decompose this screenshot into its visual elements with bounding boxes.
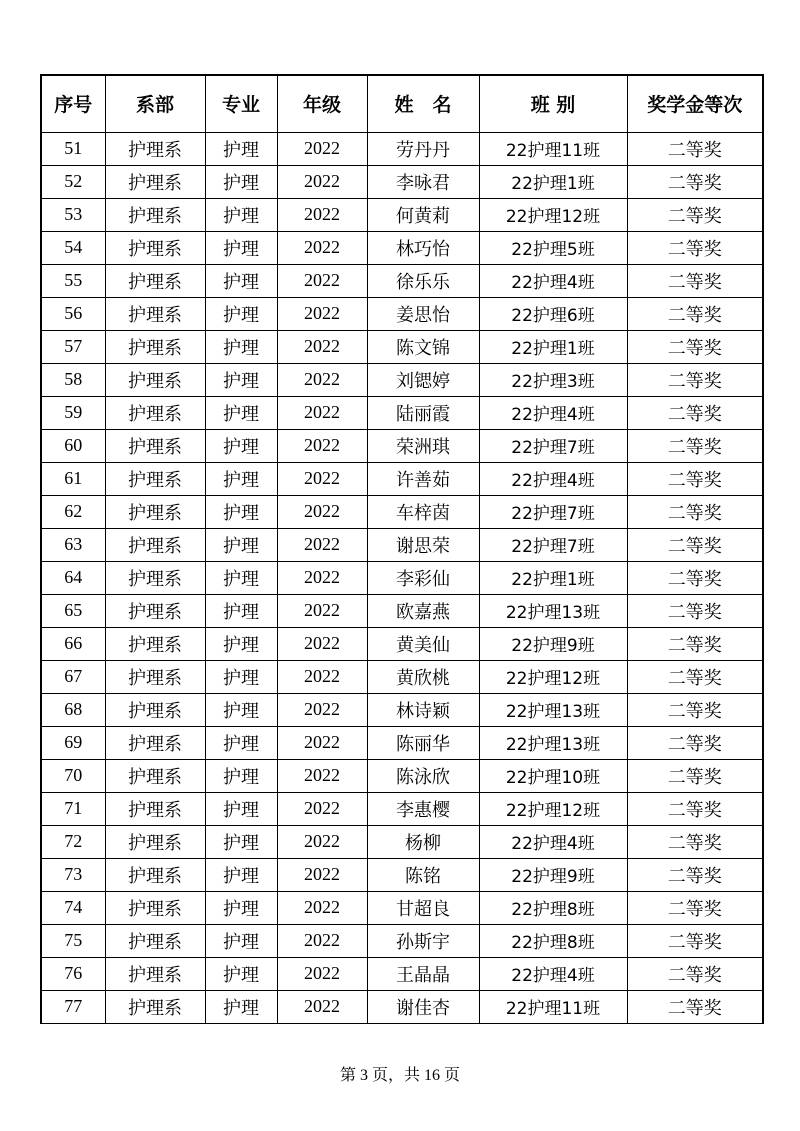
cell-grade: 2022: [277, 528, 367, 561]
cell-index: 62: [41, 495, 105, 528]
cell-class: 22护理13班: [479, 594, 627, 627]
table-row: [41, 264, 763, 297]
cell-name: 孙斯宇: [367, 924, 479, 957]
table-row: [41, 792, 763, 825]
cell-major: 护理: [205, 231, 277, 264]
table-row: [41, 627, 763, 660]
cell-index: 68: [41, 693, 105, 726]
cell-grade: 2022: [277, 396, 367, 429]
cell-class: 22护理11班: [479, 132, 627, 165]
cell-name: 何黄莉: [367, 198, 479, 231]
cell-department: 护理系: [105, 231, 205, 264]
cell-major: 护理: [205, 858, 277, 891]
cell-major: 护理: [205, 759, 277, 792]
cell-department: 护理系: [105, 594, 205, 627]
cell-name: 陈铭: [367, 858, 479, 891]
cell-major: 护理: [205, 132, 277, 165]
cell-class: 22护理13班: [479, 693, 627, 726]
cell-class: 22护理6班: [479, 297, 627, 330]
cell-major: 护理: [205, 198, 277, 231]
cell-name: 陆丽霞: [367, 396, 479, 429]
cell-major: 护理: [205, 495, 277, 528]
cell-class: 22护理13班: [479, 726, 627, 759]
cell-scholarship-level: 二等奖: [627, 396, 763, 429]
cell-major: 护理: [205, 363, 277, 396]
cell-scholarship-level: 二等奖: [627, 330, 763, 363]
cell-class: 22护理12班: [479, 792, 627, 825]
cell-department: 护理系: [105, 990, 205, 1023]
cell-scholarship-level: 二等奖: [627, 693, 763, 726]
table-row: [41, 198, 763, 231]
cell-department: 护理系: [105, 660, 205, 693]
cell-name: 劳丹丹: [367, 132, 479, 165]
page-footer: 第 3 页，共 16 页: [339, 1067, 460, 1084]
cell-class: 22护理7班: [479, 429, 627, 462]
scholarship-table: [40, 74, 764, 1024]
cell-major: 护理: [205, 957, 277, 990]
cell-grade: 2022: [277, 495, 367, 528]
cell-scholarship-level: 二等奖: [627, 561, 763, 594]
cell-grade: 2022: [277, 165, 367, 198]
cell-class: 22护理11班: [479, 990, 627, 1023]
cell-class: 22护理4班: [479, 957, 627, 990]
cell-major: 护理: [205, 462, 277, 495]
cell-index: 58: [41, 363, 105, 396]
cell-department: 护理系: [105, 264, 205, 297]
cell-class: 22护理9班: [479, 858, 627, 891]
table-row: [41, 594, 763, 627]
cell-class: 22护理4班: [479, 462, 627, 495]
table-row: [41, 330, 763, 363]
cell-department: 护理系: [105, 792, 205, 825]
cell-name: 谢佳杏: [367, 990, 479, 1023]
cell-name: 陈泳欣: [367, 759, 479, 792]
cell-grade: 2022: [277, 825, 367, 858]
cell-class: 22护理8班: [479, 924, 627, 957]
table-row: [41, 429, 763, 462]
header-class: 班 别: [479, 75, 627, 132]
cell-index: 64: [41, 561, 105, 594]
cell-grade: 2022: [277, 759, 367, 792]
cell-major: 护理: [205, 792, 277, 825]
cell-grade: 2022: [277, 429, 367, 462]
cell-index: 53: [41, 198, 105, 231]
cell-grade: 2022: [277, 231, 367, 264]
cell-scholarship-level: 二等奖: [627, 297, 763, 330]
cell-name: 杨柳: [367, 825, 479, 858]
table-body: [41, 132, 763, 1023]
table-header-row: [41, 75, 763, 132]
cell-index: 67: [41, 660, 105, 693]
cell-department: 护理系: [105, 396, 205, 429]
table-row: [41, 957, 763, 990]
cell-scholarship-level: 二等奖: [627, 264, 763, 297]
cell-scholarship-level: 二等奖: [627, 660, 763, 693]
cell-grade: 2022: [277, 858, 367, 891]
cell-name: 陈文锦: [367, 330, 479, 363]
cell-name: 李咏君: [367, 165, 479, 198]
cell-name: 姜思怡: [367, 297, 479, 330]
cell-department: 护理系: [105, 462, 205, 495]
cell-department: 护理系: [105, 891, 205, 924]
table-row: [41, 396, 763, 429]
cell-name: 欧嘉燕: [367, 594, 479, 627]
table-row: [41, 297, 763, 330]
cell-class: 22护理5班: [479, 231, 627, 264]
cell-class: 22护理7班: [479, 495, 627, 528]
cell-grade: 2022: [277, 693, 367, 726]
cell-scholarship-level: 二等奖: [627, 627, 763, 660]
cell-major: 护理: [205, 924, 277, 957]
cell-name: 车梓茵: [367, 495, 479, 528]
table-row: [41, 990, 763, 1023]
cell-index: 63: [41, 528, 105, 561]
cell-index: 66: [41, 627, 105, 660]
cell-class: 22护理4班: [479, 825, 627, 858]
scholarship-table-container: [40, 74, 762, 1024]
cell-department: 护理系: [105, 726, 205, 759]
cell-index: 72: [41, 825, 105, 858]
cell-grade: 2022: [277, 594, 367, 627]
cell-major: 护理: [205, 693, 277, 726]
cell-grade: 2022: [277, 462, 367, 495]
cell-class: 22护理12班: [479, 198, 627, 231]
cell-class: 22护理12班: [479, 660, 627, 693]
cell-class: 22护理8班: [479, 891, 627, 924]
header-name: 姓 名: [367, 75, 479, 132]
cell-index: 59: [41, 396, 105, 429]
cell-grade: 2022: [277, 990, 367, 1023]
cell-major: 护理: [205, 660, 277, 693]
cell-grade: 2022: [277, 957, 367, 990]
cell-grade: 2022: [277, 363, 367, 396]
cell-class: 22护理10班: [479, 759, 627, 792]
cell-department: 护理系: [105, 330, 205, 363]
cell-class: 22护理4班: [479, 396, 627, 429]
cell-index: 71: [41, 792, 105, 825]
cell-name: 李惠樱: [367, 792, 479, 825]
cell-scholarship-level: 二等奖: [627, 924, 763, 957]
cell-name: 王晶晶: [367, 957, 479, 990]
cell-department: 护理系: [105, 363, 205, 396]
cell-scholarship-level: 二等奖: [627, 495, 763, 528]
cell-class: 22护理7班: [479, 528, 627, 561]
cell-grade: 2022: [277, 726, 367, 759]
cell-index: 55: [41, 264, 105, 297]
table-row: [41, 561, 763, 594]
cell-index: 74: [41, 891, 105, 924]
cell-major: 护理: [205, 165, 277, 198]
cell-department: 护理系: [105, 957, 205, 990]
cell-scholarship-level: 二等奖: [627, 231, 763, 264]
table-row: [41, 924, 763, 957]
cell-class: 22护理4班: [479, 264, 627, 297]
cell-index: 75: [41, 924, 105, 957]
cell-department: 护理系: [105, 825, 205, 858]
cell-index: 56: [41, 297, 105, 330]
cell-index: 73: [41, 858, 105, 891]
cell-major: 护理: [205, 528, 277, 561]
cell-index: 60: [41, 429, 105, 462]
cell-department: 护理系: [105, 627, 205, 660]
table-row: [41, 231, 763, 264]
cell-major: 护理: [205, 594, 277, 627]
cell-index: 76: [41, 957, 105, 990]
cell-scholarship-level: 二等奖: [627, 594, 763, 627]
cell-department: 护理系: [105, 198, 205, 231]
cell-major: 护理: [205, 627, 277, 660]
cell-index: 52: [41, 165, 105, 198]
cell-major: 护理: [205, 891, 277, 924]
cell-department: 护理系: [105, 858, 205, 891]
cell-department: 护理系: [105, 297, 205, 330]
header-major: 专业: [205, 75, 277, 132]
header-department: 系部: [105, 75, 205, 132]
table-row: [41, 495, 763, 528]
header-scholarship-level: 奖学金等次: [627, 75, 763, 132]
cell-scholarship-level: 二等奖: [627, 990, 763, 1023]
cell-scholarship-level: 二等奖: [627, 858, 763, 891]
cell-scholarship-level: 二等奖: [627, 462, 763, 495]
cell-scholarship-level: 二等奖: [627, 528, 763, 561]
cell-name: 林诗颖: [367, 693, 479, 726]
header-index: 序号: [41, 75, 105, 132]
cell-class: 22护理1班: [479, 561, 627, 594]
cell-grade: 2022: [277, 297, 367, 330]
cell-major: 护理: [205, 726, 277, 759]
cell-major: 护理: [205, 561, 277, 594]
cell-scholarship-level: 二等奖: [627, 792, 763, 825]
table-row: [41, 132, 763, 165]
cell-class: 22护理1班: [479, 330, 627, 363]
cell-grade: 2022: [277, 627, 367, 660]
cell-major: 护理: [205, 330, 277, 363]
cell-scholarship-level: 二等奖: [627, 363, 763, 396]
cell-major: 护理: [205, 297, 277, 330]
table-row: [41, 165, 763, 198]
cell-class: 22护理3班: [479, 363, 627, 396]
cell-index: 61: [41, 462, 105, 495]
cell-scholarship-level: 二等奖: [627, 132, 763, 165]
table-row: [41, 693, 763, 726]
cell-name: 刘锶婷: [367, 363, 479, 396]
cell-department: 护理系: [105, 165, 205, 198]
cell-name: 林巧怡: [367, 231, 479, 264]
cell-department: 护理系: [105, 759, 205, 792]
cell-scholarship-level: 二等奖: [627, 891, 763, 924]
cell-class: 22护理1班: [479, 165, 627, 198]
cell-grade: 2022: [277, 660, 367, 693]
cell-grade: 2022: [277, 792, 367, 825]
cell-department: 护理系: [105, 528, 205, 561]
cell-grade: 2022: [277, 561, 367, 594]
table-row: [41, 726, 763, 759]
table-row: [41, 528, 763, 561]
cell-major: 护理: [205, 990, 277, 1023]
cell-major: 护理: [205, 396, 277, 429]
cell-name: 陈丽华: [367, 726, 479, 759]
cell-scholarship-level: 二等奖: [627, 957, 763, 990]
cell-grade: 2022: [277, 924, 367, 957]
cell-index: 65: [41, 594, 105, 627]
cell-department: 护理系: [105, 924, 205, 957]
cell-grade: 2022: [277, 891, 367, 924]
table-row: [41, 891, 763, 924]
cell-index: 57: [41, 330, 105, 363]
cell-scholarship-level: 二等奖: [627, 726, 763, 759]
cell-grade: 2022: [277, 132, 367, 165]
cell-index: 77: [41, 990, 105, 1023]
cell-scholarship-level: 二等奖: [627, 759, 763, 792]
cell-scholarship-level: 二等奖: [627, 429, 763, 462]
table-row: [41, 660, 763, 693]
table-row: [41, 825, 763, 858]
cell-department: 护理系: [105, 561, 205, 594]
cell-name: 黄美仙: [367, 627, 479, 660]
cell-name: 谢思荣: [367, 528, 479, 561]
cell-department: 护理系: [105, 429, 205, 462]
cell-department: 护理系: [105, 132, 205, 165]
cell-index: 70: [41, 759, 105, 792]
cell-major: 护理: [205, 264, 277, 297]
cell-grade: 2022: [277, 330, 367, 363]
cell-major: 护理: [205, 825, 277, 858]
cell-index: 69: [41, 726, 105, 759]
header-grade: 年级: [277, 75, 367, 132]
table-row: [41, 759, 763, 792]
cell-class: 22护理9班: [479, 627, 627, 660]
table-row: [41, 462, 763, 495]
cell-name: 甘超良: [367, 891, 479, 924]
cell-grade: 2022: [277, 264, 367, 297]
cell-name: 许善茹: [367, 462, 479, 495]
cell-name: 荣洲琪: [367, 429, 479, 462]
cell-major: 护理: [205, 429, 277, 462]
cell-name: 李彩仙: [367, 561, 479, 594]
cell-department: 护理系: [105, 693, 205, 726]
table-row: [41, 363, 763, 396]
cell-scholarship-level: 二等奖: [627, 198, 763, 231]
cell-grade: 2022: [277, 198, 367, 231]
cell-name: 黄欣桃: [367, 660, 479, 693]
cell-index: 54: [41, 231, 105, 264]
cell-scholarship-level: 二等奖: [627, 165, 763, 198]
cell-department: 护理系: [105, 495, 205, 528]
cell-name: 徐乐乐: [367, 264, 479, 297]
cell-scholarship-level: 二等奖: [627, 825, 763, 858]
cell-index: 51: [41, 132, 105, 165]
table-row: [41, 858, 763, 891]
